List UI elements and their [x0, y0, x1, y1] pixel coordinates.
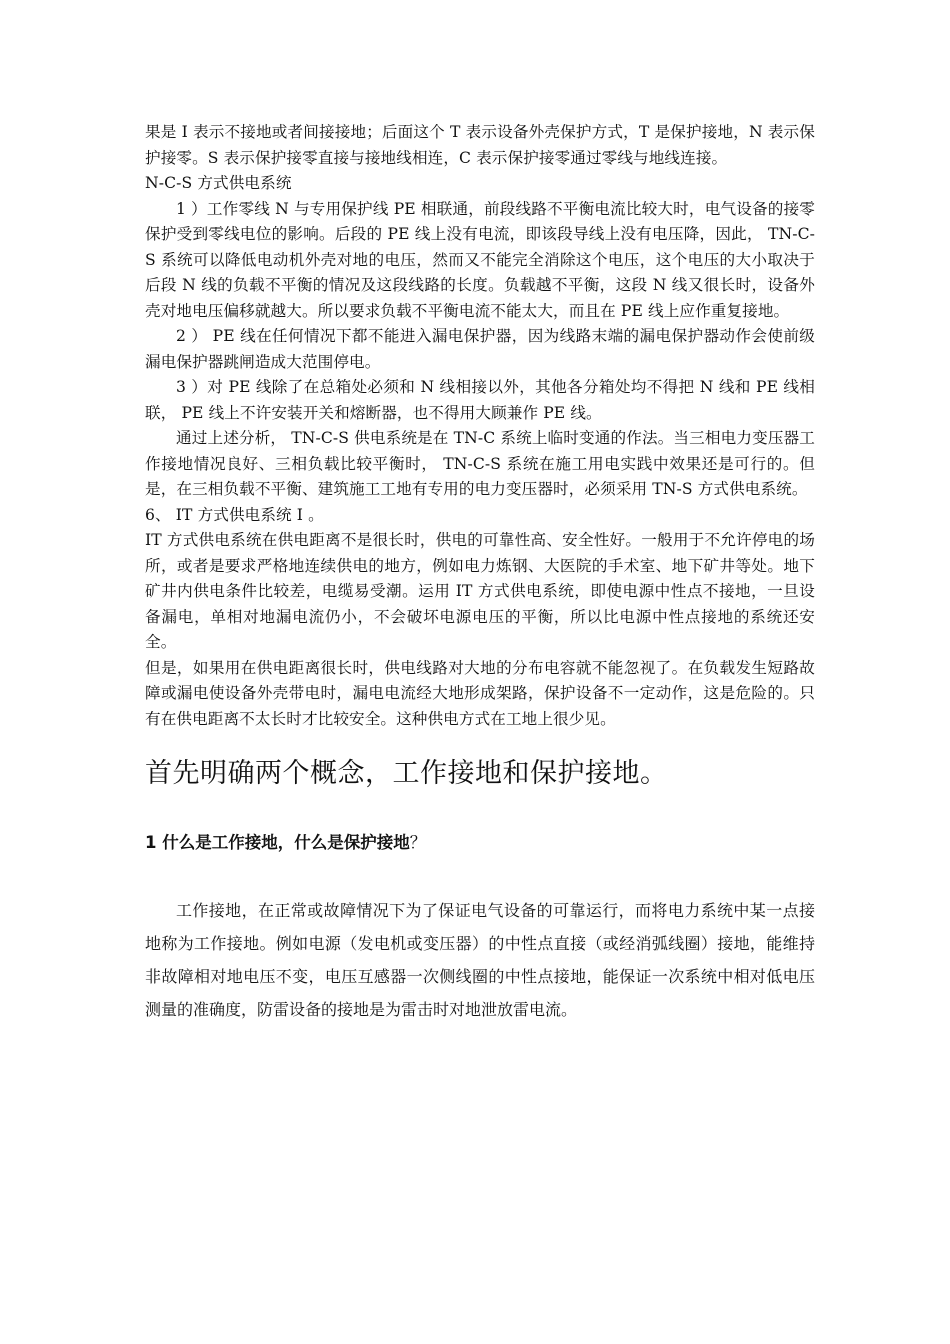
paragraph-it-limitations: 但是，如果用在供电距离很长时，供电线路对大地的分布电容就不能忽视了。在负载发生短路故障或漏电使设备外壳带电时，漏电电流经大地形成架路，保护设备不一定动作，这是危险的。只有在供电距离不太长时才比较安全。这种供电方式在工地上很少见。: [145, 658, 815, 728]
document-content: [145, 120, 815, 1026]
paragraph-it-description: IT 方式供电系统在供电距离不是很长时，供电的可靠性高、安全性好。一般用于不允许停电的场所，或者是要求严格地连续供电的地方，例如电力炼钢、大医院的手术室、地下矿井等处。地下矿井内供电条件比较差，电缆易受潮。运用 IT 方式供电系统，即使电源中性点不接地，一旦设备漏电，单相对地漏电流仍小，不会破坏电源电压的平衡，所以比电源中性点接地的系统还安全。: [145, 531, 815, 651]
paragraph-it-title: 6、 IT 方式供电系统 I 。: [145, 505, 324, 524]
sub-heading-question-mark: ？: [409, 833, 427, 852]
sub-heading-text: 1 什么是工作接地，什么是保护接地: [145, 833, 410, 852]
paragraph-analysis: 通过上述分析， TN-C-S 供电系统是在 TN-C 系统上临时变通的作法。当三相电力变压器工作接地情况良好、三相负载比较平衡时， TN-C-S 系统在施工用电实践中效果还是可行的。但是，在三相负载不平衡、建筑施工工地有专用的电力变压器时，必须采用 TN-S 方式供电系统。: [145, 429, 815, 498]
main-heading: 首先明确两个概念，工作接地和保护接地。: [145, 758, 668, 789]
paragraph-item-2: 2 ） PE 线在任何情况下都不能进入漏电保护器，因为线路末端的漏电保护器动作会使前级漏电保护器跳闸造成大范围停电。: [145, 327, 815, 371]
paragraph-working-grounding: 工作接地，在正常或故障情况下为了保证电气设备的可靠运行，而将电力系统中某一点接地称为工作接地。例如电源（发电机或变压器）的中性点直接（或经消弧线圈）接地，能维持非故障相对地电压不变，电压互感器一次侧线圈的中性点接地，能保证一次系统中相对低电压测量的准确度，防雷设备的接地是为雷击时对地泄放雷电流。: [145, 901, 815, 1019]
paragraph-grounding-notation: 果是 I 表示不接地或者间接接地；后面这个 T 表示设备外壳保护方式，T 是保护接地，N 表示保护接零。S 表示保护接零直接与接地线相连，C 表示保护接零通过零线与地线连接。: [145, 123, 815, 167]
paragraph-tn-c-s-title: N-C-S 方式供电系统: [145, 174, 292, 192]
paragraph-item-3: 3 ）对 PE 线除了在总箱处必须和 N 线相接以外，其他各分箱处均不得把 N 线和 PE 线相联， PE 线上不许安装开关和熔断器，也不得用大顾兼作 PE 线。: [145, 378, 815, 422]
sub-heading: [145, 830, 815, 856]
paragraph-item-1: 1 ）工作零线 N 与专用保护线 PE 相联通，前段线路不平衡电流比较大时，电气设备的接零保护受到零线电位的影响。后段的 PE 线上没有电流，即该段导线上没有电压降，因此， TN-C-S 系统可以降低电动机外壳对地的电压，然而又不能完全消除这个电压，这个电压的大小取决于后段 N 线的负载不平衡的情况及这段线路的长度。负载越不平衡，这段 N 线又很长时，设备外壳对地电压偏移就越大。所以要求负载不平衡电流不能太大，而且在 PE 线上应作重复接地。: [145, 199, 815, 320]
